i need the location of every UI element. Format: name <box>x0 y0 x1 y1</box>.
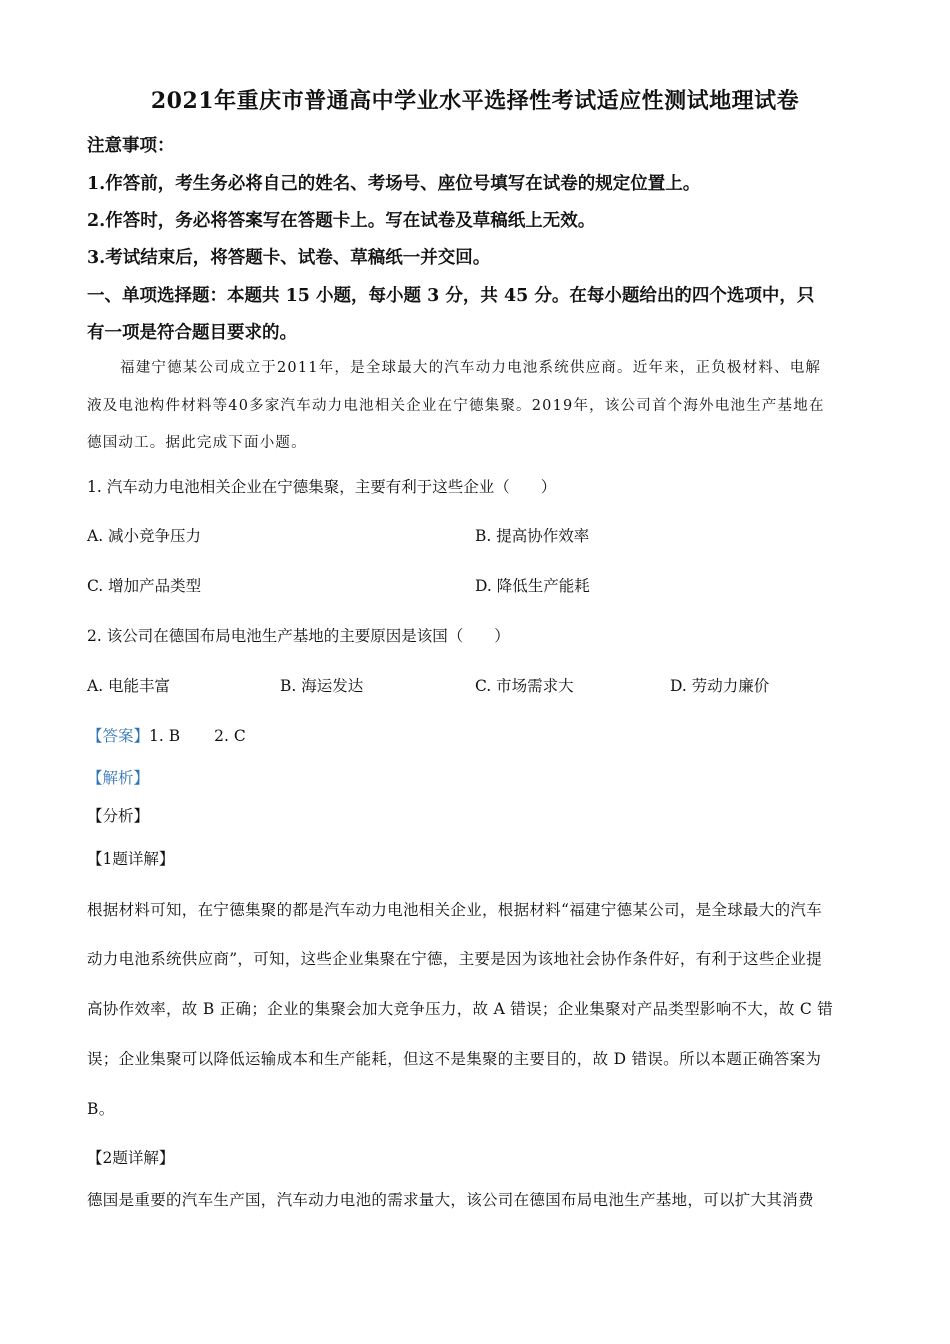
q2-detail-heading: 【2题详解】 <box>87 1149 175 1167</box>
answer-1: 1. B <box>149 727 181 745</box>
q1-detail-heading: 【1题详解】 <box>87 850 175 868</box>
q1-detail-text: 误；企业集聚可以降低运输成本和生产能耗，但这不是集聚的主要目的，故 D 错误。所以本题正确答案为 <box>87 1050 822 1068</box>
answer-label: 【答案】 <box>87 727 150 745</box>
notice-item: 3.考试结束后，将答题卡、试卷、草稿纸一并交回。 <box>87 248 491 268</box>
question-stem-2: 2. 该公司在德国布局电池生产基地的主要原因是该国（ ） <box>87 627 510 645</box>
question-2-option-b: B. 海运发达 <box>280 677 364 695</box>
section-heading: 一、单项选择题：本题共 15 小题，每小题 3 分，共 45 分。在每小题给出的四个选项中，只 <box>87 286 815 306</box>
notice-heading: 注意事项： <box>87 136 175 156</box>
analysis-sub-heading: 【分析】 <box>87 807 150 825</box>
q1-detail-text: B。 <box>87 1100 115 1118</box>
section-heading-cont: 有一项是符合题目要求的。 <box>87 323 297 343</box>
q1-detail-text: 高协作效率，故 B 正确；企业的集聚会加大竞争压力，故 A 错误；企业集聚对产品类型影响不大，故 C 错 <box>87 1000 834 1018</box>
page-title: 2021年重庆市普通高中学业水平选择性考试适应性测试地理试卷 <box>150 88 800 114</box>
question-2-option-a: A. 电能丰富 <box>87 677 171 695</box>
q1-detail-text: 动力电池系统供应商”，可知，这些企业集聚在宁德，主要是因为该地社会协作条件好，有利于这些企业提 <box>87 950 823 968</box>
q1-detail-text: 根据材料可知，在宁德集聚的都是汽车动力电池相关企业，根据材料“福建宁德某公司，是全球最大的汽车 <box>87 901 823 919</box>
question-1-option-a: A. 减小竞争压力 <box>87 527 202 545</box>
material-text: 液及电池构件材料等40多家汽车动力电池相关企业在宁德集聚。2019年，该公司首个海外电池生产基地在 <box>87 398 825 414</box>
question-1-option-d: D. 降低生产能耗 <box>475 577 590 595</box>
question-1-option-c: C. 增加产品类型 <box>87 577 202 595</box>
notice-item: 1.作答前，考生务必将自己的姓名、考场号、座位号填写在试卷的规定位置上。 <box>87 174 701 194</box>
question-2-option-d: D. 劳动力廉价 <box>670 677 770 695</box>
question-1-option-b: B. 提高协作效率 <box>475 527 590 545</box>
question-stem-1: 1. 汽车动力电池相关企业在宁德集聚，主要有利于这些企业（ ） <box>87 478 557 496</box>
notice-item: 2.作答时，务必将答案写在答题卡上。写在试卷及草稿纸上无效。 <box>87 211 596 231</box>
answer-2: 2. C <box>214 727 246 745</box>
material-text: 德国动工。据此完成下面小题。 <box>87 435 307 451</box>
answer-row <box>87 724 246 746</box>
analysis-label: 【解析】 <box>87 769 150 787</box>
material-text: 福建宁德某公司成立于2011年，是全球最大的汽车动力电池系统供应商。近年来，正负极材料、电解 <box>120 360 822 376</box>
question-2-option-c: C. 市场需求大 <box>475 677 574 695</box>
q2-detail-text: 德国是重要的汽车生产国，汽车动力电池的需求量大，该公司在德国布局电池生产基地，可以扩大其消费 <box>87 1191 814 1209</box>
